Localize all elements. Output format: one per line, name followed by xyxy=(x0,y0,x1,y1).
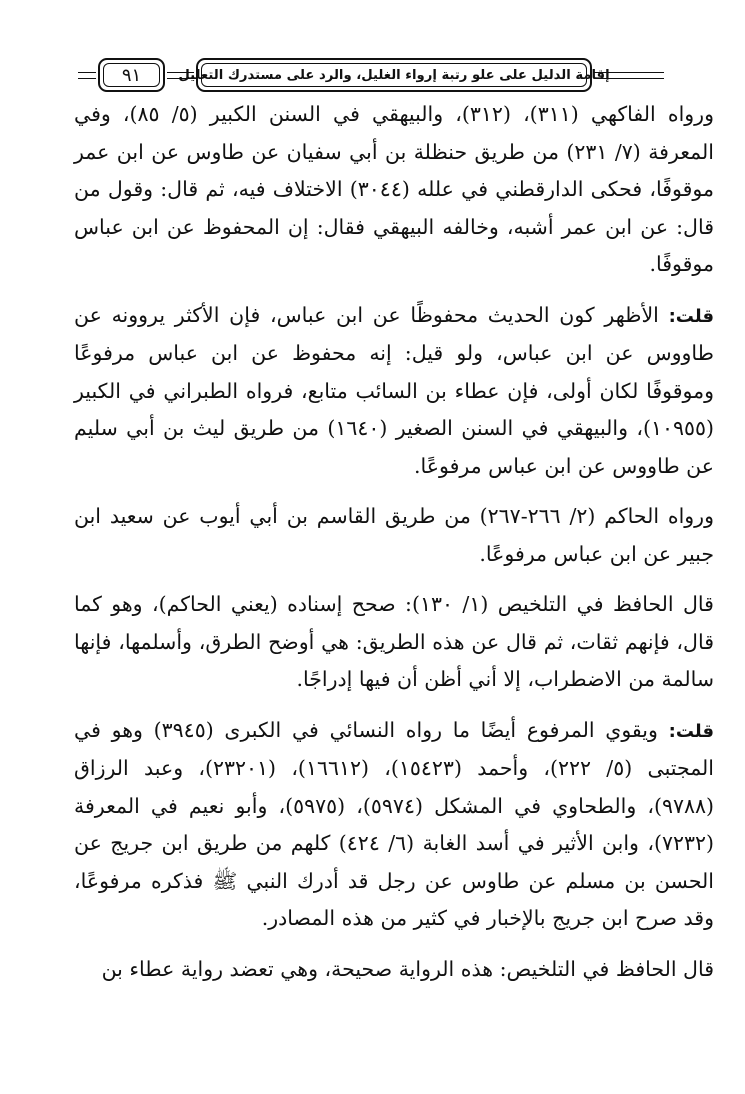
page-number: ٩١ xyxy=(103,63,160,87)
paragraph-4-text: قال الحافظ في التلخيص (١/ ١٣٠): صحح إسناده (يعني الحاكم)، وهو كما قال، فإنهم ثقات، ثم قال عن هذه الطريق: هي أوضح الطرق، وأسلمها، فإنها سالمة من الاضطراب، إلا أني أظن أن فيها إدراجًا. xyxy=(74,592,714,691)
page-body xyxy=(74,96,714,988)
paragraph-5-text: ويقوي المرفوع أيضًا ما رواه النسائي في الكبرى (٣٩٤٥) وهو في المجتبى (٥/ ٢٢٢)، وأحمد (١٥٤٢٣)، (١٦٦١٢)، (٢٣٢٠١)، وعبد الرزاق (٩٧٨٨)، والطحاوي في المشكل (٥٩٧٤)، (٥٩٧٥)، وأبو نعيم في المعرفة (٧٢٣٢)، وابن الأثير في أسد الغابة (٦/ ٤٢٤) كلهم من طريق ابن جريج عن الحسن بن مسلم عن طاوس عن رجل قد أدرك النبي ﷺ فذكره مرفوعًا، وقد صرح ابن جريج بالإخبار في كثير من هذه المصادر. xyxy=(74,717,715,930)
paragraph-4 xyxy=(74,586,714,699)
page-header xyxy=(0,0,745,100)
paragraph-1 xyxy=(74,96,714,284)
paragraph-1-text: ورواه الفاكهي (٣١١)، (٣١٢)، والبيهقي في السنن الكبير (٥/ ٨٥)، وفي المعرفة (٧/ ٢٣١) من طريق حنظلة بن أبي سفيان عن طاوس عن ابن عمر موقوفًا، فحكى الدارقطني في علله (٣٠٤٤) الاختلاف فيه، ثم قال: وقول من قال: عن ابن عمر أشبه، وخالفه البيهقي فقال: إن المحفوظ عن ابن عباس موقوفًا. xyxy=(74,102,714,276)
paragraph-6 xyxy=(74,951,714,989)
header-rule-left-bottom xyxy=(78,78,96,79)
paragraph-6-text: قال الحافظ في التلخيص: هذه الرواية صحيحة، وهي تعضد رواية عطاء بن xyxy=(101,956,714,981)
page-number-box xyxy=(98,58,165,92)
paragraph-2 xyxy=(74,297,714,486)
paragraph-2-text: الأظهر كون الحديث محفوظًا عن ابن عباس، فإن الأكثر يروونه عن طاووس عن ابن عباس، ولو قيل: إنه محفوظ عن ابن عباس مرفوعًا وموقوفًا لكان أولى، فإن عطاء بن السائب متابع، فرواه الطبراني في الكبير (١٠٩٥٥)، والبيهقي في السنن الصغير (١٦٤٠) من طريق ليث بن أبي سليم عن طاووس عن ابن عباس مرفوعًا. xyxy=(74,302,715,478)
paragraph-3-text: ورواه الحاكم (٢/ ٢٦٦-٢٦٧) من طريق القاسم بن أبي أيوب عن سعيد ابن جبير عن ابن عباس مرفوعًا. xyxy=(74,504,714,566)
qultu-lead: قلت: xyxy=(668,720,715,742)
header-rule-left-top xyxy=(78,72,96,73)
running-title-box xyxy=(178,58,610,92)
running-title: إقامة الدليل على علو رتبة إرواء الغليل، والرد على مستدرك التعليل xyxy=(201,63,587,87)
qultu-lead: قلت: xyxy=(668,305,714,327)
paragraph-5 xyxy=(74,712,714,938)
paragraph-3 xyxy=(74,498,714,573)
